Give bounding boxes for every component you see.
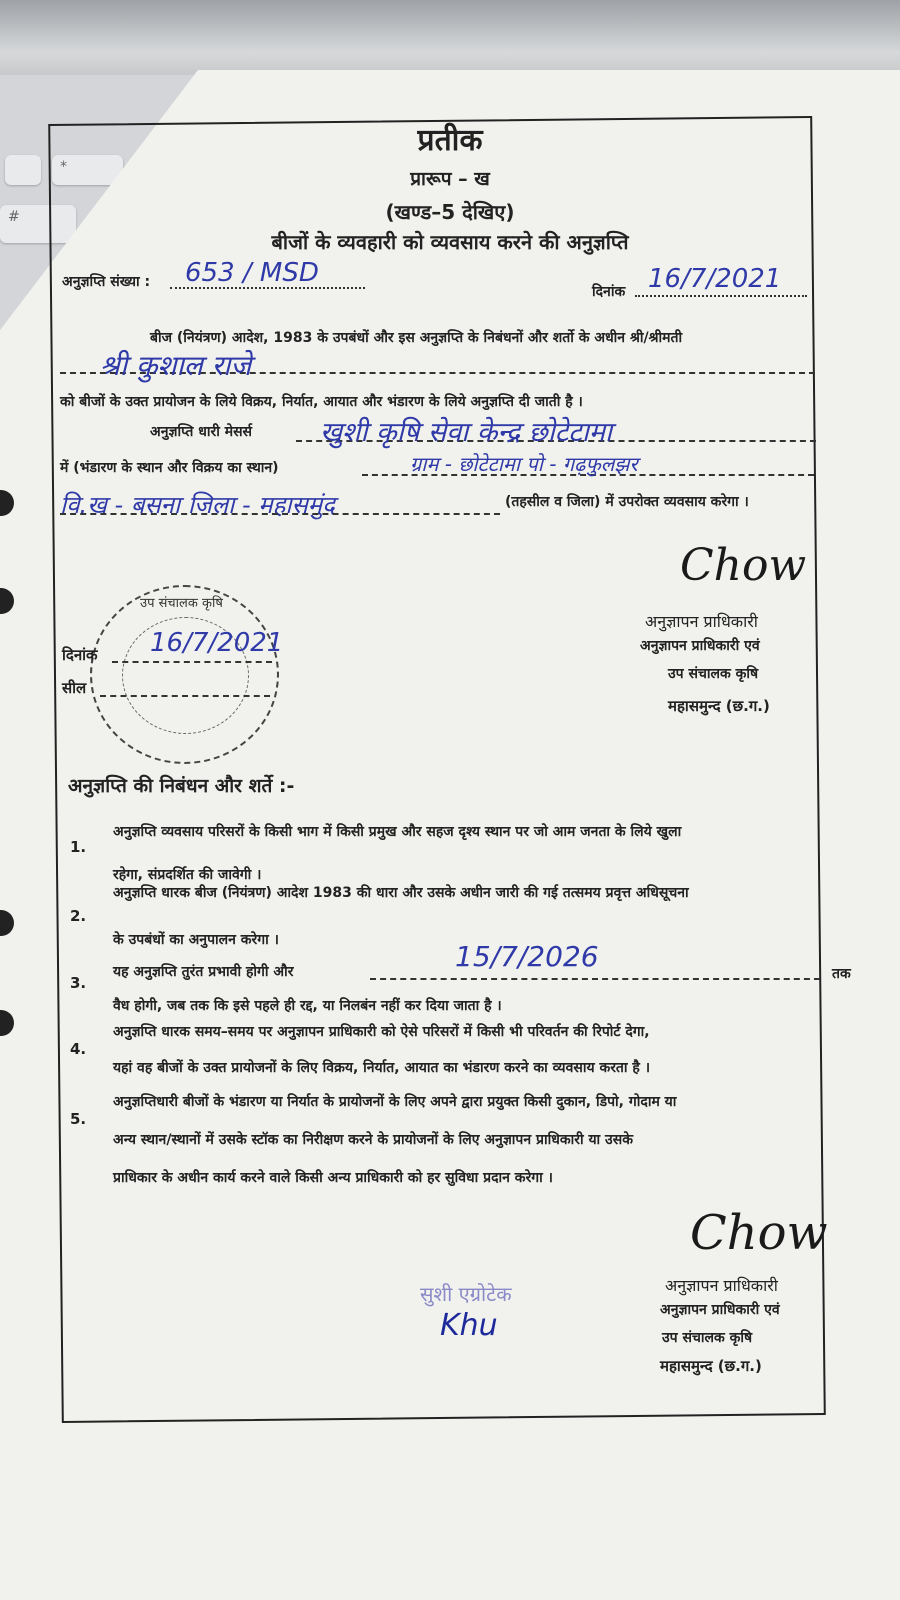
place-line-2	[60, 513, 500, 515]
form-name: प्रारूप – ख	[410, 168, 490, 190]
license-number-label: अनुज्ञप्ति संख्या :	[62, 274, 151, 290]
seal-label: सील	[62, 679, 87, 697]
agrotech-signature: Khu	[440, 1308, 498, 1343]
condition-text: रहेगा, संप्रदर्शित की जावेगी ।	[113, 867, 262, 883]
laptop-lid	[0, 0, 900, 75]
date-value: 16/7/2021	[648, 264, 782, 294]
authority-title-3: उप संचालक कृषि	[668, 666, 759, 682]
place-value: ग्राम - छोटेटामा पो - गढ़फुलझर	[410, 452, 638, 476]
date-line	[635, 295, 807, 297]
authority-district: महासमुन्द (छ.ग.)	[668, 697, 770, 715]
firm-label: अनुज्ञप्ति धारी मेसर्स	[150, 424, 252, 440]
authority-title-2: अनुज्ञापन प्राधिकारी एवं	[640, 638, 760, 654]
condition-text: यह अनुज्ञप्ति तुरंत प्रभावी होगी और	[113, 964, 294, 980]
intro-text: बीज (नियंत्रण) आदेश, 1983 के उपबंधों और इस अनुज्ञप्ति के निबंधनों और शर्तो के अधीन श्री/श्रीमती	[150, 330, 683, 346]
firm-value: खुशी कृषि सेवा केन्द्र छोटेटामा	[320, 417, 613, 448]
keyboard-key	[5, 155, 41, 185]
validity-line	[370, 978, 820, 980]
footer-district: महासमुन्द (छ.ग.)	[660, 1357, 762, 1375]
official-stamp	[90, 585, 279, 764]
condition-number: 4.	[70, 1040, 87, 1058]
holder-name-value: श्री कुशाल राजे	[100, 349, 252, 382]
footer-authority-title: अनुज्ञापन प्राधिकारी	[665, 1276, 778, 1295]
condition-number: 1.	[70, 838, 87, 856]
license-number-value: 653 / MSD	[185, 258, 319, 288]
until-label: तक	[832, 966, 851, 982]
condition-text: के उपबंधों का अनुपालन करेगा ।	[113, 932, 279, 948]
condition-text: अनुज्ञप्तिधारी बीजों के भंडारण या निर्यात के प्रायोजनों के लिए अपने द्वारा प्रयुक्त किसी दुकान, डिपो, गोदाम या	[113, 1094, 677, 1110]
footer-authority-title-2: अनुज्ञापन प्राधिकारी एवं	[660, 1302, 780, 1318]
condition-number: 3.	[70, 974, 87, 992]
grant-text: को बीजों के उक्त प्रायोजन के लिये विक्रय, निर्यात, आयात और भंडारण के लिये अनुज्ञप्ति दी जाती है ।	[60, 394, 583, 410]
validity-date: 15/7/2026	[455, 940, 599, 973]
stamp-text: उप संचालक कृषि	[140, 596, 223, 611]
authority-signature: Chow	[680, 540, 807, 591]
condition-text: यहां वह बीजों के उक्त प्रायोजनों के लिए विक्रय, निर्यात, आयात का भंडारण करने का व्यवसाय करता है ।	[113, 1060, 651, 1076]
authority-title: अनुज्ञापन प्राधिकारी	[645, 612, 758, 631]
agrotech-stamp: सुशी एग्रोटेक	[420, 1282, 512, 1306]
seal-date-label: दिनांक	[62, 646, 98, 664]
condition-text: प्राधिकार के अधीन कार्य करने वाले किसी अन्य प्राधिकारी को हर सुविधा प्रदान करेगा ।	[113, 1170, 553, 1186]
footer-authority-title-3: उप संचालक कृषि	[662, 1330, 753, 1346]
condition-number: 2.	[70, 907, 87, 925]
condition-text: वैध होगी, जब तक कि इसे पहले ही रद्द, या निलबंन नहीं कर दिया जाता है ।	[113, 998, 502, 1014]
seal-date-line	[112, 661, 272, 663]
license-subject: बीजों के व्यवहारी को व्यवसाय करने की अनुज्ञप्ति	[271, 230, 629, 254]
key-label: #	[8, 209, 20, 225]
seal-date-value: 16/7/2021	[150, 628, 284, 658]
condition-text: अनुज्ञप्ति धारक समय–समय पर अनुज्ञापन प्राधिकारी को ऐसे परिसरों में किसी भी परिवर्तन की रिपोर्ट देगा,	[113, 1024, 650, 1040]
date-label: दिनांक	[592, 284, 626, 300]
condition-number: 5.	[70, 1110, 87, 1128]
seal-line	[100, 695, 270, 697]
condition-text: अन्य स्थान/स्थानों में उसके स्टॉक का निरीक्षण करने के प्रायोजनों के लिए अनुज्ञापन प्राधिकारी या उसके	[113, 1132, 633, 1148]
place-label: में (भंडारण के स्थान और विक्रय का स्थान)	[60, 460, 279, 476]
footer-signature: Chow	[690, 1205, 828, 1261]
place-value-2: वि.ख - बसना जिला - महासमुंद	[60, 491, 335, 519]
tehsil-label: (तहसील व जिला) में उपरोक्त व्यवसाय करेगा ।	[505, 494, 749, 510]
condition-text: अनुज्ञप्ति धारक बीज (नियंत्रण) आदेश 1983 की धारा और उसके अधीन जारी की गई तत्समय प्रवृत्त अधिसूचना	[113, 885, 689, 901]
key-label: *	[60, 159, 67, 175]
section-reference: (खण्ड–5 देखिए)	[385, 200, 515, 224]
document-title: प्रतीक	[417, 123, 483, 158]
condition-text: अनुज्ञप्ति व्यवसाय परिसरों के किसी भाग में किसी प्रमुख और सहज दृश्य स्थान पर जो आम जनता के लिये खुला	[113, 824, 682, 840]
conditions-heading: अनुज्ञप्ति की निबंधन और शर्ते :-	[68, 775, 295, 797]
